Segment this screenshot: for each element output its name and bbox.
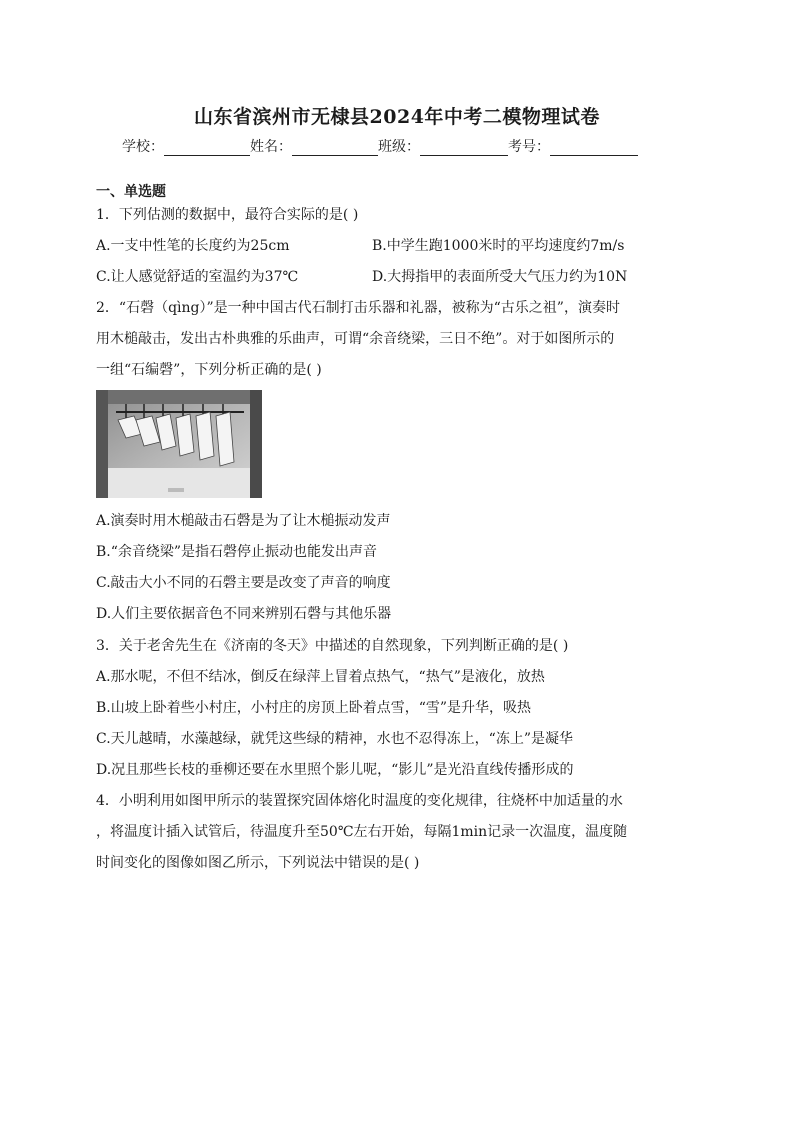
- q1-stem: 1．下列估测的数据中，最符合实际的是( ): [96, 207, 359, 223]
- q2-option-b: B.“余音绕梁”是指石磬停止振动也能发出声音: [96, 544, 378, 560]
- q4-stem-line3: 时间变化的图像如图乙所示，下列说法中错误的是( ): [96, 855, 420, 871]
- q2-stem-line1: 2．“石磬（qìng）”是一种中国古代石制打击乐器和礼器，被称为“古乐之祖”，演奏时: [96, 300, 620, 316]
- q4-stem-line1: 4．小明利用如图甲所示的装置探究固体熔化时温度的变化规律，往烧杯中加适量的水: [96, 793, 623, 809]
- q2-option-a: A.演奏时用木槌敲击石磬是为了让木槌振动发声: [96, 513, 391, 529]
- q3-option-d: D.况且那些长枝的垂柳还要在水里照个影儿呢，“影儿”是光沿直线传播形成的: [96, 762, 574, 778]
- exam-title: 山东省滨州市无棣县2024年中考二模物理试卷: [194, 106, 600, 128]
- name-blank[interactable]: [292, 141, 378, 156]
- q2-option-c: C.敲击大小不同的石磬主要是改变了声音的响度: [96, 575, 391, 591]
- q2-option-d: D.人们主要依据音色不同来辨别石磬与其他乐器: [96, 606, 392, 622]
- number-label: 考号：: [508, 139, 550, 155]
- q1-option-b: B.中学生跑1000米时的平均速度约7m/s: [372, 238, 625, 254]
- name-label: 姓名：: [250, 139, 292, 155]
- class-label: 班级：: [378, 139, 420, 155]
- student-info-row: [122, 136, 638, 156]
- q3-option-b: B.山坡上卧着些小村庄，小村庄的房顶上卧着点雪，“雪”是升华，吸热: [96, 700, 532, 716]
- number-blank[interactable]: [550, 141, 638, 156]
- q1-option-c: C.让人感觉舒适的室温约为37℃: [96, 269, 299, 285]
- class-blank[interactable]: [420, 141, 508, 156]
- q3-option-a: A.那水呢，不但不结冰，倒反在绿萍上冒着点热气，“热气”是液化，放热: [96, 669, 545, 685]
- stone-chime-photo: [96, 390, 262, 498]
- school-label: 学校：: [122, 139, 164, 155]
- q2-stem-line3: 一组“石编磬”，下列分析正确的是( ): [96, 362, 322, 378]
- q1-option-d: D.大拇指甲的表面所受大气压力约为10N: [372, 269, 628, 285]
- section-heading: 一、单选题: [96, 184, 166, 200]
- q3-option-c: C.天儿越晴，水藻越绿，就凭这些绿的精神，水也不忍得冻上，“冻上”是凝华: [96, 731, 573, 747]
- q1-option-a: A.一支中性笔的长度约为25cm: [96, 238, 290, 254]
- q3-stem: 3．关于老舍先生在《济南的冬天》中描述的自然现象，下列判断正确的是( ): [96, 638, 569, 654]
- q2-stem-line2: 用木槌敲击，发出古朴典雅的乐曲声，可谓“余音绕梁，三日不绝”。对于如图所示的: [96, 331, 615, 347]
- q4-stem-line2: ，将温度计插入试管后，待温度升至50℃左右开始，每隔1min记录一次温度，温度随: [96, 824, 628, 840]
- school-blank[interactable]: [164, 141, 250, 156]
